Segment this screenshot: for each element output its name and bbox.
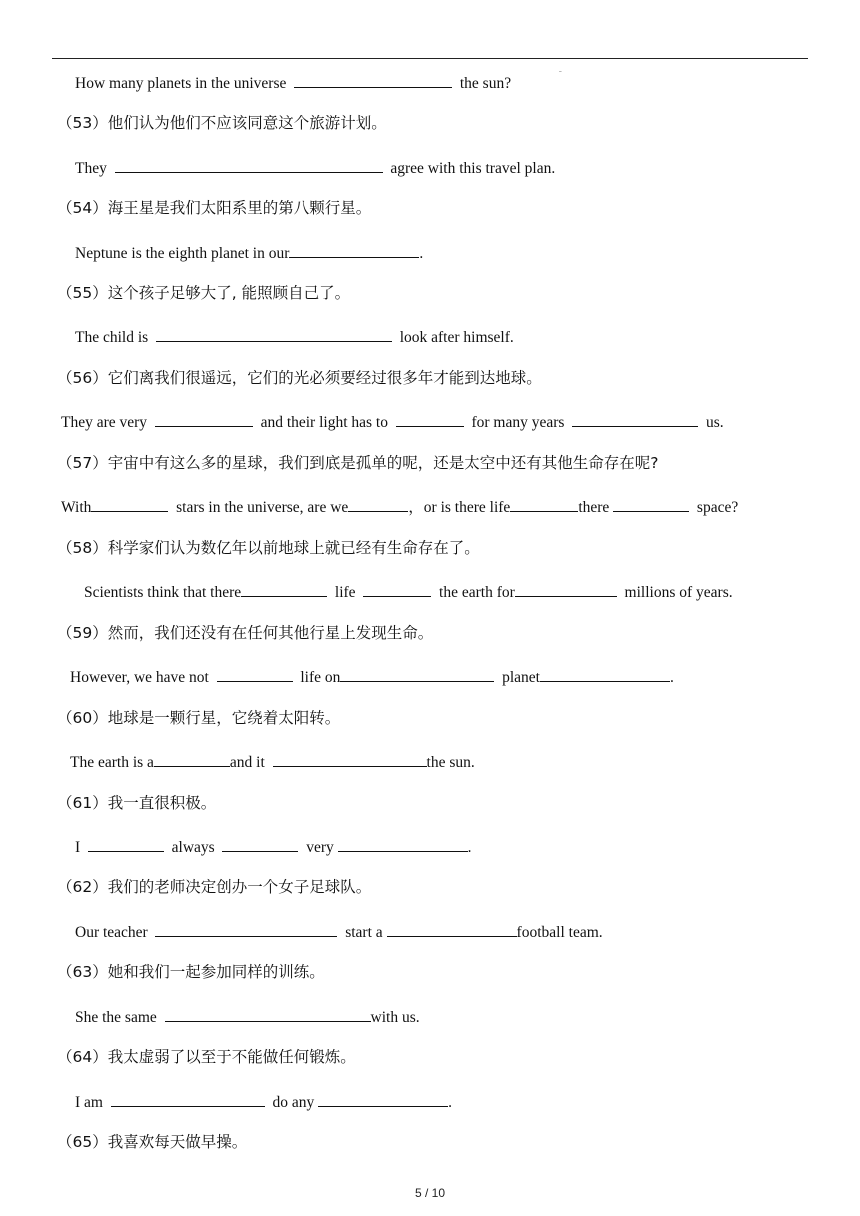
q53-english-line (75, 157, 555, 179)
q63-text-b: with us. (370, 1009, 420, 1026)
q58-text-a: Scientists think that there (84, 584, 242, 601)
stray-mark: ˉ (559, 69, 562, 78)
answer-blank[interactable] (572, 411, 698, 427)
q61-text-d: . (467, 839, 472, 856)
q61-chinese: （61）我一直很积极。 (57, 794, 217, 812)
q64-text-c: . (448, 1094, 452, 1111)
q54-chinese: （54）海王星是我们太阳系里的第八颗行星。 (57, 199, 372, 217)
q57-text-d: there (578, 499, 610, 516)
q59-text-d: . (669, 669, 674, 686)
answer-blank[interactable] (241, 581, 327, 597)
answer-blank[interactable] (155, 921, 337, 937)
q64-text-a: I am (75, 1094, 103, 1111)
q53-text-a: They (75, 160, 107, 177)
answer-blank[interactable] (294, 72, 452, 88)
q55-text-b: look after himself. (399, 329, 514, 346)
answer-blank[interactable] (111, 1091, 265, 1107)
q63-text-a: She the same (75, 1009, 157, 1026)
q57-text-b: stars in the universe, are we (176, 499, 349, 516)
q59-text-c: planet (502, 669, 540, 686)
q54-text-b: . (419, 245, 424, 262)
q63-english-line (75, 1006, 420, 1028)
q62-text-c: football team. (516, 924, 603, 941)
answer-blank[interactable] (515, 581, 617, 597)
answer-blank[interactable] (88, 836, 164, 852)
q58-text-d: millions of years. (624, 584, 733, 601)
answer-blank[interactable] (165, 1006, 371, 1022)
answer-blank[interactable] (348, 496, 408, 512)
answer-blank[interactable] (115, 157, 383, 173)
answer-blank[interactable] (273, 751, 427, 767)
q62-text-b: start a (345, 924, 383, 941)
q59-english-line (70, 666, 674, 688)
q52-text-a: How many planets in the universe (75, 75, 287, 92)
q59-chinese: （59）然而，我们还没有在任何其他行星上发现生命。 (57, 624, 434, 642)
answer-blank[interactable] (91, 496, 168, 512)
q61-text-b: always (171, 839, 215, 856)
answer-blank[interactable] (154, 751, 230, 767)
q65-chinese: （65）我喜欢每天做早操。 (57, 1133, 248, 1151)
answer-blank[interactable] (340, 666, 494, 682)
answer-blank[interactable] (155, 411, 253, 427)
answer-blank[interactable] (396, 411, 464, 427)
answer-blank[interactable] (540, 666, 670, 682)
q60-english-line (70, 751, 475, 773)
answer-blank[interactable] (510, 496, 578, 512)
q59-text-a: However, we have not (70, 669, 209, 686)
q58-text-c: the earth for (439, 584, 515, 601)
q53-text-b: agree with this travel plan. (390, 160, 556, 177)
answer-blank[interactable] (363, 581, 431, 597)
q56-text-c: for many years (471, 414, 565, 431)
q57-text-c: ，or is there life (408, 499, 511, 516)
header-rule (52, 58, 808, 59)
q58-english-line (84, 581, 733, 603)
q60-text-b: and it (229, 754, 265, 771)
q56-text-b: and their light has to (260, 414, 388, 431)
answer-blank[interactable] (217, 666, 293, 682)
answer-blank[interactable] (338, 836, 468, 852)
q56-chinese: （56）它们离我们很遥远，它们的光必须要经过很多年才能到达地球。 (57, 369, 542, 387)
q61-text-a: I (75, 839, 81, 856)
q56-text-d: us. (705, 414, 724, 431)
q62-chinese: （62）我们的老师决定创办一个女子足球队。 (57, 878, 372, 896)
q55-chinese: （55）这个孩子足够大了, 能照顾自己了。 (57, 284, 351, 302)
answer-blank[interactable] (613, 496, 689, 512)
q59-text-b: life on (300, 669, 341, 686)
q60-text-c: the sun. (426, 754, 475, 771)
q60-chinese: （60）地球是一颗行星，它绕着太阳转。 (57, 709, 341, 727)
q55-english-line (75, 326, 514, 348)
q55-text-a: The child is (75, 329, 149, 346)
q54-english-line (75, 242, 423, 264)
answer-blank[interactable] (156, 326, 392, 342)
page-number: 5 / 10 (414, 1186, 446, 1200)
q58-text-b: life (334, 584, 356, 601)
q61-english-line (75, 836, 472, 858)
answer-blank[interactable] (318, 1091, 448, 1107)
q52-text-b: the sun? (459, 75, 512, 92)
q57-english-line (61, 496, 738, 518)
q62-text-a: Our teacher (75, 924, 148, 941)
q58-chinese: （58）科学家们认为数亿年以前地球上就已经有生命存在了。 (57, 539, 480, 557)
q62-english-line (75, 921, 603, 943)
q56-english-line (61, 411, 724, 433)
q64-english-line (75, 1091, 452, 1113)
q60-text-a: The earth is a (70, 754, 154, 771)
answer-blank[interactable] (222, 836, 298, 852)
q57-text-a: With (61, 499, 92, 516)
answer-blank[interactable] (387, 921, 517, 937)
q56-text-a: They are very (61, 414, 148, 431)
q64-chinese: （64）我太虚弱了以至于不能做任何锻炼。 (57, 1048, 356, 1066)
q64-text-b: do any (272, 1094, 315, 1111)
q57-text-e: space? (696, 499, 739, 516)
q52-english-line (75, 72, 511, 94)
answer-blank[interactable] (289, 242, 419, 258)
q54-text-a: Neptune is the eighth planet in our (75, 245, 290, 262)
q63-chinese: （63）她和我们一起参加同样的训练。 (57, 963, 325, 981)
q61-text-c: very (306, 839, 334, 856)
q53-chinese: （53）他们认为他们不应该同意这个旅游计划。 (57, 114, 387, 132)
q57-chinese: （57）宇宙中有这么多的星球，我们到底是孤单的呢，还是太空中还有其他生命存在呢? (57, 454, 659, 472)
